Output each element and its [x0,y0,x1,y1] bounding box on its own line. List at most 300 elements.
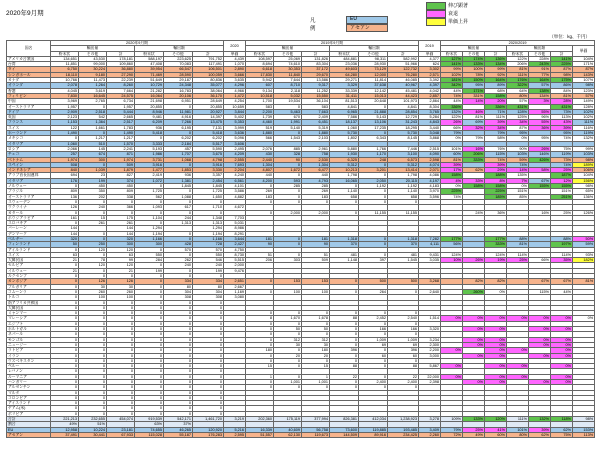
value-cell: 250 [79,242,107,247]
value-cell: 6,561 [224,178,246,183]
value-cell: 0 [246,289,274,294]
value-cell: 4,439 [224,56,246,61]
value-cell: 0 [51,411,79,416]
value-cell: 593 [274,178,302,183]
value-cell: 0 [51,221,79,226]
value-cell: 136% [573,194,595,199]
value-cell: 0 [359,364,388,369]
value-cell: 3,080 [224,295,246,300]
value-cell: 3,357 [193,173,224,178]
value-cell: 81% [463,115,485,120]
value-cell: 87% [507,125,529,130]
value-cell: 0 [135,289,164,294]
value-cell: 5,096 [224,136,246,141]
value-cell: 144 [51,231,79,236]
value-cell: 257 [51,152,79,157]
value-cell: 36% [485,210,507,215]
value-cell: 0 [246,385,274,390]
value-cell: 0 [164,348,193,353]
value-cell: 0 [274,385,302,390]
value-cell: 2,495 [224,146,246,151]
value-cell: 102% [441,72,463,77]
value-cell: 0 [79,358,107,363]
country-cell: オーストラリア [7,104,51,109]
value-cell: 0% [441,348,463,353]
value-cell: 6,343 [359,136,388,141]
value-cell: 21,698 [135,99,164,104]
country-cell: イルウェー [7,268,51,273]
value-cell: 158% [485,184,507,189]
value-cell: 29% [485,168,507,173]
value-cell: 8,986 [224,226,246,231]
value-cell: 0 [79,395,107,400]
value-cell: 0 [135,136,164,141]
country-cell: カタール [7,210,51,215]
value-cell: 202 [79,194,107,199]
value-cell: 24,575 [107,93,135,98]
value-cell: 132% [529,417,551,422]
value-cell: 0% [551,364,573,369]
value-cell: 0% [529,316,551,321]
value-cell: 39% [529,427,551,432]
value-cell: 57% [529,83,551,88]
value-cell: 1,318 [330,236,359,241]
value-cell: 58% [529,168,551,173]
value-cell: 550 [193,252,224,257]
value-cell: 0% [463,316,485,321]
legend-growth-label: 伸び顕著 [448,3,469,9]
value-cell: 30,353 [274,67,302,72]
value-cell: 0 [164,395,193,400]
value-cell: 322% [507,83,529,88]
value-cell: 0 [388,385,419,390]
value-cell: 0 [359,242,388,247]
value-cell: 108,597 [246,56,274,61]
value-cell: 0 [193,342,224,347]
value-cell: 7,830 [51,93,79,98]
value-cell: 232,655 [79,417,107,422]
value-cell: 30,224 [79,67,107,72]
value-cell: 308 [164,295,193,300]
value-cell: 0% [529,327,551,332]
value-cell: 28% [551,99,573,104]
value-cell: 100% [463,67,485,72]
value-cell: 0 [164,390,193,395]
value-cell: 3,916 [135,162,164,167]
value-cell: 101% [441,146,463,151]
value-cell: 3,731 [135,157,164,162]
value-cell: 450 [107,184,135,189]
value-cell: 158% [463,184,485,189]
country-cell: アイスランド [7,401,51,406]
value-cell: 0 [330,337,359,342]
value-cell: 55% [529,120,551,125]
value-cell: 0 [359,173,388,178]
value-cell: 0 [302,321,330,326]
value-cell: 1,153 [51,120,79,125]
country-cell: オランダ [7,83,51,88]
value-cell: 30 [79,284,107,289]
value-cell: 1,381 [164,178,193,183]
country-cell: ポーランド [7,131,51,136]
value-cell: 99% [485,67,507,72]
value-cell: 1,169 [224,289,246,294]
value-cell: 79% [485,131,507,136]
legend-growth-swatch [426,2,446,10]
value-cell: 0 [79,199,107,204]
value-cell: 0 [274,194,302,199]
header-2019-export: 輸出量 [246,46,330,51]
value-cell: 19,534 [274,99,302,104]
value-cell: 82% [463,279,485,284]
value-cell: 0 [359,252,388,257]
value-cell: 1,802 [330,136,359,141]
value-cell: 132% [441,109,463,114]
table-row [7,432,595,437]
value-cell: 0 [135,364,164,369]
value-cell: 225% [551,62,573,67]
value-cell: 28,930 [359,62,388,67]
value-cell: 0% [529,353,551,358]
value-cell: 8,260 [107,83,135,88]
value-cell: 6,202 [193,136,224,141]
value-cell: 0 [107,316,135,321]
value-cell: 0 [359,194,388,199]
value-cell: 2,000 [224,263,246,268]
value-cell: 26% [529,146,551,151]
value-cell: 44% [441,88,463,93]
value-cell: 0 [274,173,302,178]
value-cell: 2,400 [388,380,419,385]
value-cell: 0 [164,268,193,273]
value-cell: 111% [485,115,507,120]
value-cell: 81% [507,242,529,247]
value-cell: 431% [551,104,573,109]
value-cell: 81% [507,67,529,72]
value-cell: 3,330 [193,168,224,173]
value-cell: 9,134 [246,88,274,93]
value-cell: 0 [135,385,164,390]
value-cell: 2,909 [51,109,79,114]
value-cell: 21,282 [135,88,164,93]
value-cell: 109,860 [107,62,135,67]
value-cell: 3,999 [224,125,246,130]
value-cell: 13,414 [388,168,419,173]
value-cell: 225% [441,189,463,194]
value-cell: 0 [388,358,419,363]
value-cell: 0 [51,332,79,337]
value-cell: 17,830 [246,72,274,77]
value-cell: 122% [441,115,463,120]
value-cell: 5,312 [330,162,359,167]
value-cell: 0 [246,311,274,316]
value-cell: 63% [135,422,164,427]
value-cell: 37,172 [302,67,330,72]
value-cell: 28,854 [388,109,419,114]
value-cell: 39,954 [135,67,164,72]
value-cell: 20% [485,99,507,104]
value-cell: 481 [388,252,419,257]
value-cell: 39% [441,162,463,167]
value-cell: 64,280 [330,72,359,77]
value-cell: 1,294 [193,226,224,231]
value-cell: 134% [529,93,551,98]
value-cell: 0 [359,358,388,363]
value-cell: 570 [164,247,193,252]
value-cell: 1,798 [330,173,359,178]
legend-eu-label: EU [350,16,357,22]
value-cell: 5,143 [359,115,388,120]
value-cell: 31,411 [330,93,359,98]
value-cell: 5,517 [193,141,224,146]
value-cell: 312 [274,337,302,342]
value-cell: 0 [135,374,164,379]
value-cell: 19% [485,258,507,263]
value-cell: 0 [302,385,330,390]
value-cell: 0 [135,401,164,406]
value-cell: 308 [193,295,224,300]
value-cell: 570 [193,247,224,252]
value-cell: 1,545 [388,258,419,263]
value-cell: 23,036 [330,62,359,67]
value-cell: 1,070 [224,62,246,67]
value-cell: 0 [246,279,274,284]
value-cell: 1,783 [107,125,135,130]
value-cell: 0% [463,380,485,385]
value-cell: 1,060 [330,125,359,130]
value-cell: 18,295 [388,125,419,130]
value-cell: 7% [507,178,529,183]
value-cell: 1,238,923 [388,417,419,422]
value-cell: 3,644 [224,236,246,241]
value-cell: 1,514 [419,316,441,321]
header-sub: 計 [107,51,135,56]
legend-decline-swatch [426,10,446,18]
value-cell: 74% [551,162,573,167]
value-cell: 0% [529,342,551,347]
value-cell: 100 [107,295,135,300]
value-cell: 5,216 [224,427,246,432]
country-cell: マルタ [7,390,51,395]
value-cell: 21 [51,258,79,263]
value-cell: 177% [441,236,463,241]
value-cell: 0 [51,369,79,374]
legend-label: 凡例 [310,18,316,32]
value-cell: 550 [135,252,164,257]
value-cell: 3,635 [224,78,246,83]
header-sub: 粉末状 [135,51,164,56]
value-cell: 34% [485,125,507,130]
value-cell: 481 [330,252,359,257]
value-cell: 624 [419,62,441,67]
value-cell: 9,317 [302,83,330,88]
value-cell: 1,957 [51,104,79,109]
value-cell: 8,946 [135,109,164,114]
value-cell: 2,651 [224,279,246,284]
value-cell: 0 [164,199,193,204]
value-cell: 510 [79,141,107,146]
country-cell: マレーシア [7,316,51,321]
value-cell: 0% [507,316,529,321]
value-cell: 89,916 [359,432,388,437]
value-cell: 0 [51,395,79,400]
value-cell: 2,200 [246,109,274,114]
value-cell: 0 [359,348,388,353]
value-cell: 9,431 [419,252,441,257]
value-cell: 0 [107,300,135,305]
value-cell: 0 [51,358,79,363]
value-cell: 0 [274,189,302,194]
value-cell: 126 [79,279,107,284]
value-cell: 50% [573,236,595,241]
country-cell: アラブ首長国連邦 [7,173,51,178]
value-cell: 0 [107,311,135,316]
value-cell: 0 [51,300,79,305]
value-cell: 0 [135,210,164,215]
value-cell: 0 [51,274,79,279]
value-cell: 12% [551,178,573,183]
value-cell: 84% [551,88,573,93]
value-cell: 4,807 [246,168,274,173]
value-cell: 27,290 [107,72,135,77]
value-cell: 0 [164,104,193,109]
value-cell: 0 [51,380,79,385]
value-cell: 113% [573,432,595,437]
value-cell: 0 [79,321,107,326]
value-cell: 60 [359,353,388,358]
value-cell: 185% [485,194,507,199]
value-cell: 73,129 [359,67,388,72]
value-cell: 181% [441,78,463,83]
value-cell: 428 [164,242,193,247]
value-cell: 0 [330,289,359,294]
value-cell: 0 [193,311,224,316]
value-cell: 114% [551,252,573,257]
value-cell: 0 [388,311,419,316]
value-cell: 11,814 [359,78,388,83]
value-cell: 0 [79,131,107,136]
value-cell: 1,472 [224,93,246,98]
value-cell: 1,060 [51,141,79,146]
value-cell: 0 [359,131,388,136]
legend-price-up-swatch [426,18,446,26]
value-cell: 22 [330,374,359,379]
value-cell: 0% [551,316,573,321]
value-cell: 126 [51,205,79,210]
value-cell: 431% [507,104,529,109]
value-cell: 0 [107,327,135,332]
value-cell: 7,663 [302,109,330,114]
value-cell: 0 [79,380,107,385]
header-2020-amount: 輸出額 [135,46,224,51]
value-cell: 1,148 [330,258,359,263]
value-cell: 0 [79,348,107,353]
value-cell: 100 [302,289,330,294]
value-cell: 261 [79,221,107,226]
value-cell: 95% [529,136,551,141]
value-cell: 0 [135,284,164,289]
value-cell: 4,843 [419,120,441,125]
value-cell: 34% [507,120,529,125]
value-cell: 11,155 [359,210,388,215]
value-cell: 0 [164,364,193,369]
value-cell: 1,845 [193,184,224,189]
value-cell: 44% [551,289,573,294]
value-cell: 79% [441,427,463,432]
value-cell: 6,202 [164,136,193,141]
value-cell: 39% [551,125,573,130]
value-cell: 119,885 [359,427,388,432]
value-cell: 115% [529,289,551,294]
value-cell: 5,140 [274,125,302,130]
value-cell: 0 [330,342,359,347]
value-cell: 0 [193,300,224,305]
value-cell: 0 [135,316,164,321]
value-cell: 260 [107,289,135,294]
country-cell: ラトビア [7,348,51,353]
value-cell: 86% [551,83,573,88]
value-cell: 8% [485,178,507,183]
value-cell: 73,600 [330,427,359,432]
value-cell: 51% [79,422,107,427]
country-cell: ルクセンブ [7,274,51,279]
value-cell: 1,490 [51,131,79,136]
value-cell: 1,661 [79,125,107,130]
value-cell: 46,265 [164,427,193,432]
value-cell: 67,933 [107,432,135,437]
value-cell: 0 [51,321,79,326]
value-cell: 10,766 [51,78,79,83]
value-cell: 0 [135,353,164,358]
value-cell: 98% [573,184,595,189]
value-cell: 1,194 [135,231,164,236]
country-cell: アイルランド [7,247,51,252]
value-cell: 1,477 [135,168,164,173]
value-cell: 33% [463,178,485,183]
value-cell: 0 [388,289,419,294]
value-cell: 50 [51,242,79,247]
value-cell: 2,204 [224,168,246,173]
value-cell: 138% [529,88,551,93]
value-cell: 153 [302,279,330,284]
country-cell: ペルー [7,364,51,369]
country-cell: ブルガリア [7,284,51,289]
value-cell: 5,880 [330,146,359,151]
value-cell: 43% [551,120,573,125]
value-cell: 0% [507,374,529,379]
value-cell: 936 [164,173,193,178]
value-cell: 144 [107,226,135,231]
value-cell: 63 [107,252,135,257]
value-cell: 0 [193,321,224,326]
value-cell: 0 [246,321,274,326]
value-cell: 0 [135,348,164,353]
value-cell: 75% [551,432,573,437]
value-cell: 24% [463,210,485,215]
value-cell: 49,603 [330,67,359,72]
value-cell: 12,142 [359,88,388,93]
value-cell: 16,064 [135,93,164,98]
value-cell: 14% [507,168,529,173]
value-cell: 161 [51,215,79,220]
value-cell: 670 [274,115,302,120]
value-cell: 69 [388,342,419,347]
value-cell: 0 [164,131,193,136]
value-cell: 0 [135,321,164,326]
value-cell: 95% [463,83,485,88]
value-cell: 0% [551,327,573,332]
value-cell: 73% [551,157,573,162]
